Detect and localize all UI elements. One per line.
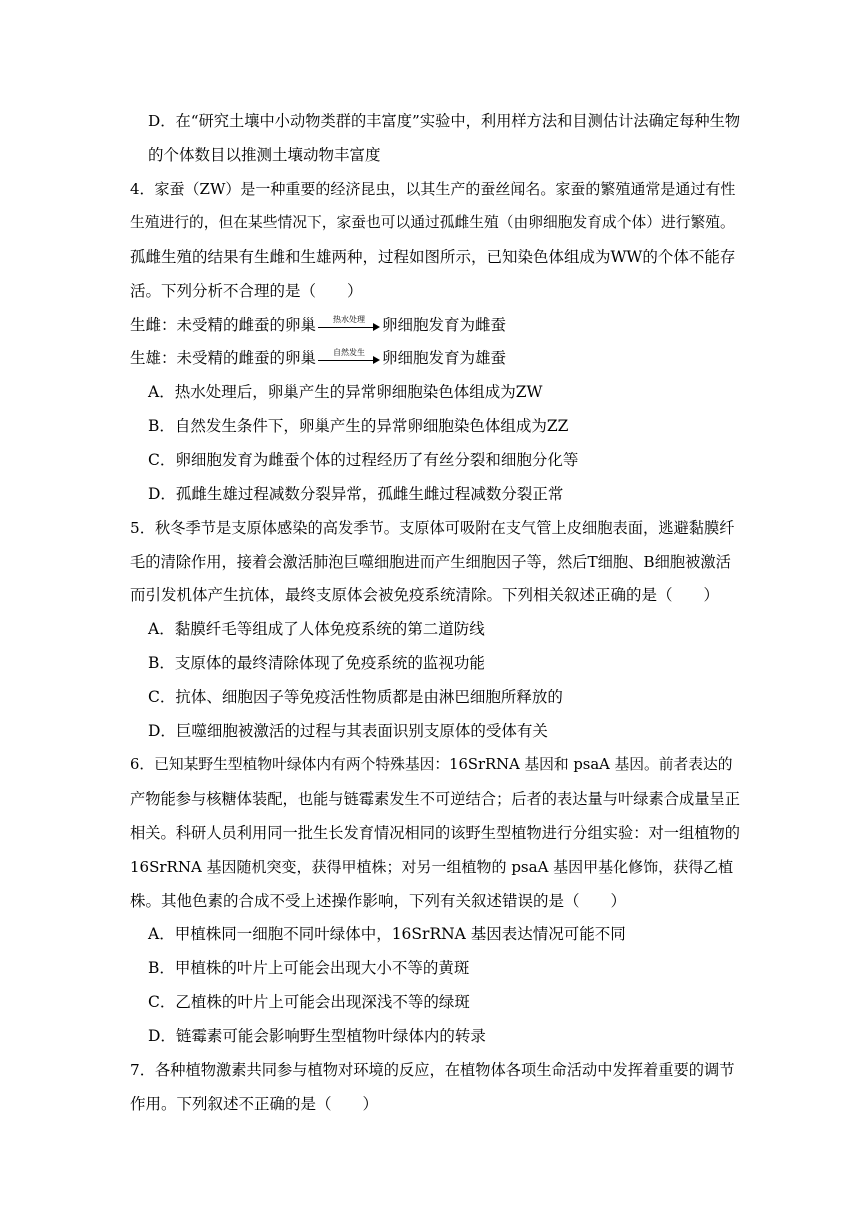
q5-stem-line1: 5．秋冬季节是支原体感染的高发季节。支原体可吸附在支气管上皮细胞表面，逃避黏膜纤	[130, 519, 735, 537]
q5-option-d: D．巨噬细胞被激活的过程与其表面识别支原体的受体有关	[148, 722, 548, 740]
flow-male-suffix: 卵细胞发育为雄蚕	[382, 349, 507, 367]
q6-stem-line1: 6．已知某野生型植物叶绿体内有两个特殊基因：16SrRNA 基因和 psaA 基因。前者表达的	[130, 756, 733, 773]
flow-female-prefix: 生雌：未受精的雌蚕的卵巢	[130, 316, 317, 334]
q6-option-a: A．甲植株同一细胞不同叶绿体中，16SrRNA 基因表达情况可能不同	[148, 925, 626, 943]
q6-stem-line2: 产物能参与核糖体装配，也能与链霉素发生不可逆结合；后者的表达量与叶绿素合成量呈正	[130, 790, 740, 808]
q6-option-d: D．链霉素可能会影响野生型植物叶绿体内的转录	[148, 1027, 486, 1045]
flow-arrow-label: 热水处理	[333, 315, 366, 324]
flow-arrow-label: 自然发生	[333, 348, 366, 357]
q5-option-c: C．抗体、细胞因子等免疫活性物质都是由淋巴细胞所释放的	[148, 688, 563, 706]
flow-arrow-hot-water	[318, 315, 380, 332]
q3-option-d-line2: 的个体数目以推测土壤动物丰富度	[148, 146, 381, 164]
q6-stem-line3: 相关。科研人员利用同一批生长发育情况相同的该野生型植物进行分组实验：对一组植物的	[130, 824, 740, 842]
arrow-right-icon	[373, 356, 380, 364]
q5-stem-line3: 而引发机体产生抗体，最终支原体会被免疫系统清除。下列相关叙述正确的是（ ）	[130, 586, 720, 604]
q5-option-b: B．支原体的最终清除体现了免疫系统的监视功能	[148, 654, 485, 672]
q4-flow-male	[130, 347, 506, 369]
flow-female-suffix: 卵细胞发育为雌蚕	[382, 316, 507, 334]
q4-option-a: A．热水处理后，卵巢产生的异常卵细胞染色体组成为ZW	[148, 383, 543, 401]
flow-arrow-natural	[318, 348, 380, 365]
q4-stem-line1: 4．家蚕（ZW）是一种重要的经济昆虫，以其生产的蚕丝闻名。家蚕的繁殖通常是通过有性	[130, 180, 736, 198]
q6-option-b: B．甲植株的叶片上可能会出现大小不等的黄斑	[148, 959, 470, 977]
q6-stem-line4: 16SrRNA 基因随机突变，获得甲植株；对另一组植物的 psaA 基因甲基化修饰，获得乙植	[130, 858, 734, 876]
q5-stem-line2: 毛的清除作用，接着会激活肺泡巨噬细胞进而产生细胞因子等，然后T细胞、B细胞被激活	[130, 553, 731, 571]
q4-stem-line3: 孤雌生殖的结果有生雌和生雄两种，过程如图所示，已知染色体组成为WW的个体不能存	[130, 248, 736, 266]
q5-option-a: A．黏膜纤毛等组成了人体免疫系统的第二道防线	[148, 620, 485, 638]
flow-male-prefix: 生雄：未受精的雌蚕的卵巢	[130, 349, 317, 367]
q6-option-c: C．乙植株的叶片上可能会出现深浅不等的绿斑	[148, 993, 470, 1011]
q7-stem-line1: 7．各种植物激素共同参与植物对环境的反应，在植物体各项生命活动中发挥着重要的调节	[130, 1061, 735, 1079]
q7-stem-line2: 作用。下列叙述不正确的是（ ）	[130, 1095, 379, 1113]
q4-stem-line4: 活。下列分析不合理的是（ ）	[130, 282, 363, 300]
q4-stem-line2: 生殖进行的，但在某些情况下，家蚕也可以通过孤雌生殖（由卵细胞发育成个体）进行繁殖。	[130, 214, 735, 231]
q4-option-b: B．自然发生条件下，卵巢产生的异常卵细胞染色体组成为ZZ	[148, 417, 569, 435]
q6-stem-line5: 株。其他色素的合成不受上述操作影响，下列有关叙述错误的是（ ）	[130, 892, 627, 910]
q4-flow-female	[130, 314, 506, 336]
q4-option-d: D．孤雌生雄过程减数分裂异常，孤雌生雌过程减数分裂正常	[148, 485, 564, 503]
arrow-right-icon	[373, 323, 380, 331]
q4-option-c: C．卵细胞发育为雌蚕个体的过程经历了有丝分裂和细胞分化等	[148, 451, 579, 469]
q3-option-d-line1: D．在“研究土壤中小动物类群的丰富度”实验中，利用样方法和目测估计法确定每种生物	[148, 112, 741, 130]
